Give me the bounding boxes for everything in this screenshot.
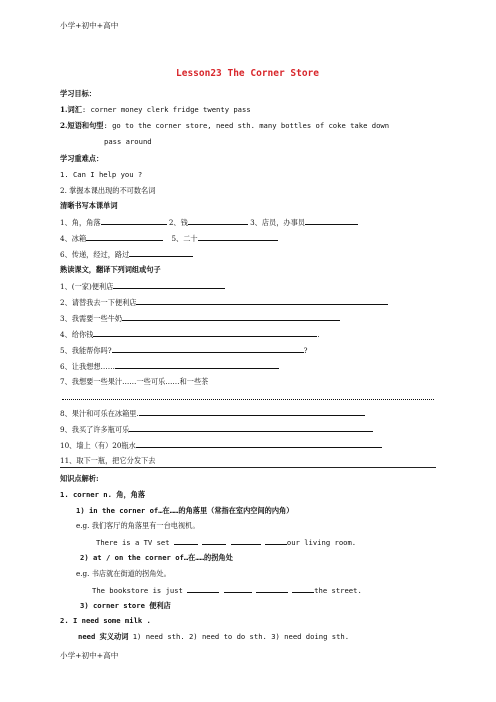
translate-item-10: 10、墙上（有）20瓶水 bbox=[60, 440, 382, 450]
translate-item-2: 2、请替我去一下便利店 bbox=[60, 297, 388, 307]
lesson-title: Lesson23 The Corner Store bbox=[176, 68, 319, 79]
note-1-point-1-sentence: There is a TV set our living room. bbox=[96, 538, 357, 547]
notes-heading: 知识点解析: bbox=[60, 474, 99, 483]
note-1-title: 1. corner n. 角，角落 bbox=[60, 490, 146, 499]
goals-heading: 学习目标： bbox=[60, 89, 96, 98]
translate-item-3: 3、我需要一些牛奶 bbox=[60, 313, 340, 323]
note-1-point-2-sentence: The bookstore is just the street. bbox=[92, 586, 362, 595]
translate-item-8: 8、果汁和可乐在冰箱里. bbox=[60, 408, 365, 418]
goals-vocab: 1.词汇: corner money clerk fridge twenty pass bbox=[60, 105, 251, 114]
translate-item-7: 7、我想要一些果汁……一些可乐……和一些茶 bbox=[60, 377, 209, 386]
note-2-title: 2. I need some milk . bbox=[60, 616, 151, 625]
note-1-point-2-example: e.g. 书店就在街道的拐角处。 bbox=[76, 569, 171, 578]
writing-row-3: 6、传递，经过，路过 bbox=[60, 249, 193, 259]
writing-row-2: 4、冰箱 5、二十 bbox=[60, 233, 278, 243]
translate-item-7-line bbox=[62, 399, 434, 400]
goals-phrases-cont: pass around bbox=[104, 137, 152, 146]
note-1-point-1: 1) in the corner of…在……的角落里（常指在室内空间的内角） bbox=[76, 506, 294, 515]
note-1-point-1-example: e.g. 我们客厅的角落里有一台电视机。 bbox=[76, 521, 200, 530]
translate-item-9: 9、我买了许多瓶可乐 bbox=[60, 424, 373, 434]
note-2-text: need 实义动词 1) need sth. 2) need to do sth. 3) need doing sth. bbox=[78, 632, 350, 641]
translate-heading: 熟读课文，翻译下列词组或句子 bbox=[60, 265, 161, 274]
translate-item-4: 4、给你钱 . bbox=[60, 330, 320, 339]
translate-item-11: 11、取下一瓶，把它分发下去 bbox=[60, 456, 156, 465]
difficulty-item-2: 2. 掌握本课出现的不可数名词 bbox=[60, 186, 156, 195]
writing-row-1: 1、角，角落 2、钱 3、店员，办事员 bbox=[60, 217, 358, 227]
page-footer: 小学+初中+高中 bbox=[60, 651, 119, 660]
note-1-point-2: 2) at / on the corner of…在……的拐角处 bbox=[80, 553, 233, 562]
difficulty-heading: 学习重难点： bbox=[60, 154, 104, 163]
translate-item-6: 6、让我想想…… bbox=[60, 361, 279, 371]
difficulty-item-1: 1. Can I help you ? bbox=[60, 170, 143, 179]
section-divider bbox=[60, 467, 436, 468]
translate-item-1: 1、(一家)便利店 bbox=[60, 281, 225, 291]
note-1-point-3: 3) corner store 便利店 bbox=[80, 601, 171, 610]
page-header: 小学+初中+高中 bbox=[60, 21, 119, 30]
writing-heading: 清晰书写本课单词 bbox=[60, 201, 118, 210]
translate-item-5: 5、我能帮你吗? ? bbox=[60, 346, 308, 355]
goals-phrases: 2.短语和句型: go to the corner store, need sth. many bottles of coke take down bbox=[60, 121, 390, 130]
